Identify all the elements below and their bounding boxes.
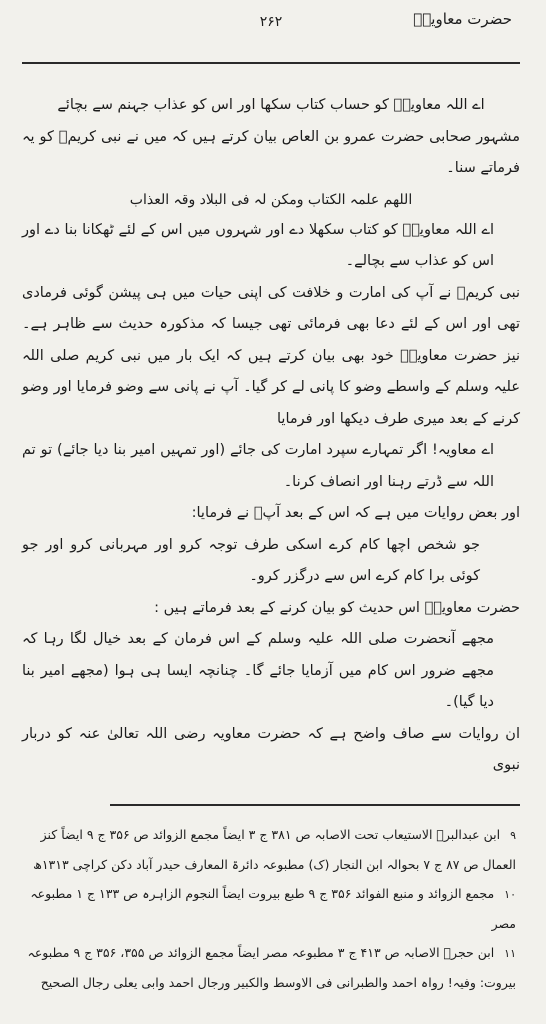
footnote-text: ابن حجرؒ الاصابہ ص ۴۱۳ ج ۳ مطبوعہ مصر ایضاً مجمع الزوائد ص ۳۵۵، ۳۵۶ ج ۹ مطبوعہ بیروت: وفیہ! رواہ احمد والطبرانی فی الاوسط والکبیر ورجال احمد وابی یعلی رجال الصحیح <box>27 944 516 990</box>
paragraph-hadith-intro: مشہور صحابی حضرت عمرو بن العاص بیان کرتے ہیں کہ میں نے نبی کریمؐ کو یہ فرماتے سنا۔ <box>22 128 520 176</box>
paragraph-narrations: اور بعض روایات میں ہے کہ اس کے بعد آپؐ نے فرمایا: <box>191 505 520 521</box>
page-body <box>22 64 520 782</box>
paragraph-prophecy: نبی کریمؐ نے آپ کی امارت و خلافت کی اپنی حیات میں ہی پیشن گوئی فرمادی تھی اور اس کے لئے دعا بھی فرمائی تھی جیسا کہ مذکورہ حدیث سے ظاہر ہے۔ نیز حضرت معاویہؓ خود بھی بیان کرتے ہیں کہ ایک بار میں نبی کریم صلی اللہ علیہ وسلم کے واسطے وضو کا پانی لے کر گیا۔ آپ نے پانی سے وضو فرمایا اور وضو کرنے کے بعد میری طرف دیکھا اور فرمایا <box>22 284 520 427</box>
page-header <box>22 0 520 64</box>
footnote <box>22 938 520 997</box>
footnote-mark: ۹ <box>510 828 516 842</box>
footnote-mark: ۱۰ <box>504 887 516 901</box>
dua-line: اے اللہ معاویہؓ کو حساب کتاب سکھا اور اس کو عذاب جہنم سے بچائے <box>57 97 485 113</box>
paragraph-conclusion: ان روایات سے صاف واضح ہے کہ حضرت معاویہ رضی اللہ تعالیٰ عنہ کو دربار نبوی <box>22 725 520 773</box>
footnote-text: ابن عبدالبرؒ الاستیعاب تحت الاصابہ ص ۳۸۱ ج ۳ ایضاً مجمع الزوائد ص ۳۵۶ ج ۹ ایضاً کنز العمال ص ۸۷ ج ۷ بحوالہ ابن النجار (ک) مطبوعہ دائرۃ المعارف حیدر آباد دکن کراچی ۱۳۱۳ھ <box>33 826 516 872</box>
footnote <box>22 820 520 879</box>
footnote-mark: ۱۱ <box>504 946 516 960</box>
footnote <box>22 879 520 938</box>
paragraph-quote: جو شخص اچھا کام کرے اسکی طرف توجہ کرو اور مہربانی کرو اور جو کوئی برا کام کرے اس سے درگزر کرو۔ <box>22 536 480 584</box>
footnote-divider <box>110 804 520 806</box>
paragraph-muawiya-quote: مجھے آنحضرت صلی اللہ علیہ وسلم کے اس فرمان کے بعد خیال لگا رہا کہ مجھے ضرور اس کام میں آزمایا جائے گا۔ چنانچہ ایسا ہی ہوا (مجھے امیر بنا دیا گیا)۔ <box>22 631 494 710</box>
page-number: ۲۶۲ <box>259 14 283 30</box>
dua-translation: اے اللہ معاویہؓ کو کتاب سکھلا دے اور شہروں میں اس کے لئے ٹھکانا بنا دے اور اس کو عذاب سے بچالے۔ <box>22 221 494 269</box>
arabic-dua: اللھم علمہ الکتاب ومکن لہ فی البلاد وقہ العذاب <box>129 191 413 208</box>
footnote-text: مجمع الزوائد و منبع الفوائد ۳۵۶ ج ۹ طبع بیروت ایضاً النجوم الزاہرہ ص ۱۳۳ ج ۱ مطبوعہ مصر <box>30 885 516 931</box>
paragraph-muawiya-says: حضرت معاویہؓ اس حدیث کو بیان کرنے کے بعد فرماتے ہیں : <box>154 599 520 616</box>
paragraph-hadith-amarat: اے معاویہ! اگر تمہارے سپرد امارت کی جائے (اور تمہیں امیر بنا دیا جائے) تو تم اللہ سے ڈرتے رہنا اور انصاف کرنا۔ <box>22 442 494 490</box>
running-title: حضرت معاویہؓ <box>413 10 512 28</box>
footnotes <box>22 820 520 997</box>
